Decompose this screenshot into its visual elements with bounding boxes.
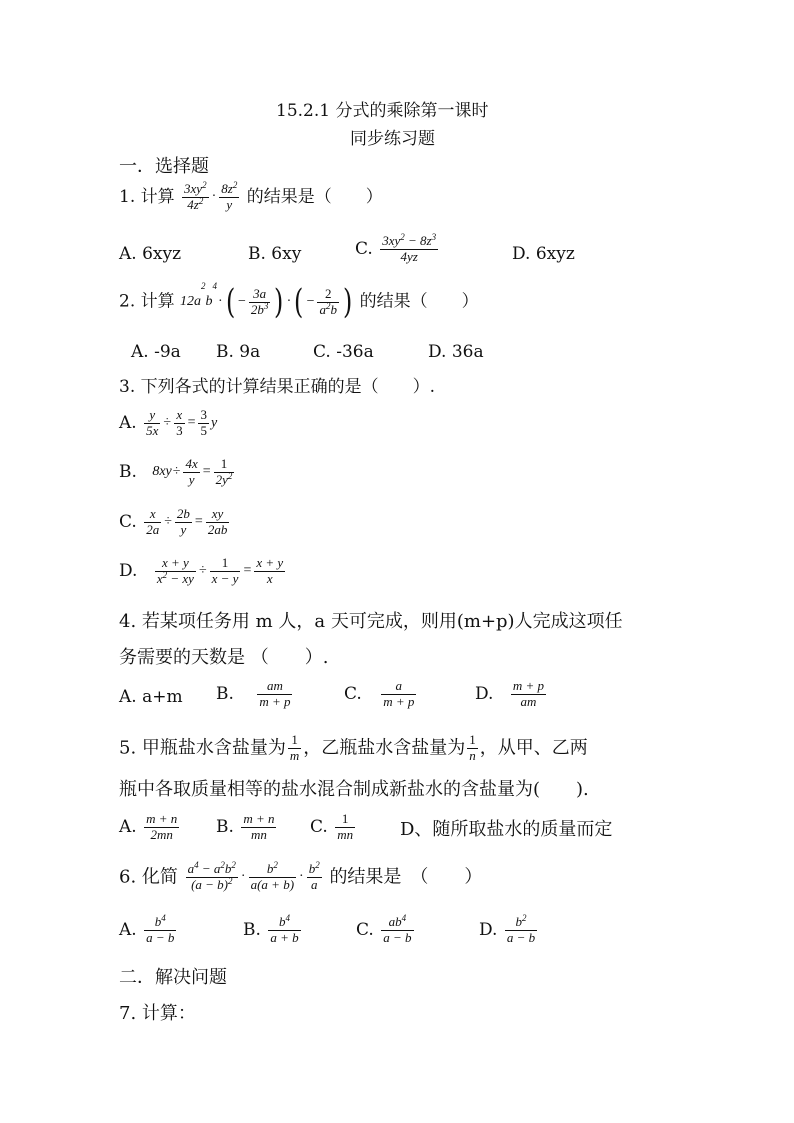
q1-option-c <box>355 234 440 265</box>
question-5-line-2: 瓶中各取质量相等的盐水混合制成新盐水的含盐量为( ). <box>119 779 589 800</box>
q6-option-c-label: C. <box>356 919 374 940</box>
q5-option-b-label: B. <box>216 816 234 837</box>
q3-option-d-label: D. <box>119 560 138 581</box>
question-1-tail: 的结果是（ ） <box>246 186 383 207</box>
question-4-line-2: 务需要的天数是 （ ）. <box>119 647 329 668</box>
q6-option-b: B. $\frac{b^4}{a + b}$ <box>243 913 299 945</box>
q4-option-c: C. $\frac{a}{m + p}$ <box>344 678 415 709</box>
section-heading-choice: 一．选择题 <box>119 156 209 177</box>
q4-option-d: D. $\frac{m + p}{am}$ <box>475 678 545 709</box>
q1-option-b: B. 6xy <box>248 244 302 264</box>
q5-option-d: D、随所取盐水的质量而定 <box>400 819 613 840</box>
q5-option-a-label: A. <box>119 816 137 837</box>
q3-option-b: B. 8xy÷ $\frac{4x}{y}$ = $\frac{1}{2y^2}$ <box>119 456 233 487</box>
question-1-label: 1. 计算 <box>119 186 175 207</box>
q3-option-a: A. $\frac{y}{5x}$ ÷ $\frac{x}{3}$ = $\frac{3}{5}$ y <box>119 407 218 438</box>
q4-option-b-label: B. <box>216 683 234 704</box>
q2-option-d: D. 36a <box>428 342 484 362</box>
q2-option-b: B. 9a <box>216 342 261 362</box>
question-2-coefficient: $12a^2b^4$ <box>180 280 218 309</box>
q4-option-b: B. $\frac{am}{m + p}$ <box>216 678 291 709</box>
question-1-fraction-2: $\frac{8z^2}{y}$ <box>221 180 238 212</box>
question-4-line-1: 4. 若某项任务用 m 人，a 天可完成，则用(m+p)人完成这项任 <box>119 611 623 632</box>
question-6: 6. 化简 $\frac{a^4 - a^2b^2}{(a - b)^2}$ · $\frac{b^2}{a(a + b)}$ · $\frac{b^2}{a}$ 的结果是 （ ） <box>119 860 483 892</box>
section-heading-solve: 二．解决问题 <box>119 967 227 988</box>
q1-option-d: D. 6xyz <box>512 244 575 264</box>
question-1-fraction-1: $\frac{3xy^2}{4z^2}$ <box>184 180 207 212</box>
q3-option-b-label: B. <box>119 461 137 482</box>
q4-option-d-label: D. <box>475 683 494 704</box>
q3-option-c: C. $\frac{x}{2a}$ ÷ $\frac{2b}{y}$ = $\frac{xy}{2ab}$ <box>119 506 228 537</box>
question-3-stem: 3. 下列各式的计算结果正确的是（ ）. <box>119 377 436 397</box>
q1-option-c-label: C. <box>355 238 373 259</box>
question-6-label: 6. 化简 <box>119 866 178 888</box>
q3-option-c-label: C. <box>119 511 137 532</box>
q6-option-d-label: D. <box>479 919 498 940</box>
q2-option-c: C. -36a <box>313 342 374 362</box>
q5-option-a: A. $\frac{m + n}{2mn}$ <box>119 811 178 842</box>
page-subtitle: 同步练习题 <box>350 129 435 149</box>
question-7-label: 7. 计算： <box>119 1003 196 1024</box>
question-1: 1. 计算 $\frac{3xy^2}{4z^2}$ · $\frac{8z^2}{y}$ 的结果是（ ） <box>119 180 383 212</box>
q4-option-c-label: C. <box>344 683 362 704</box>
q1-option-a: A. 6xyz <box>119 244 182 264</box>
page-title: 15.2.1 分式的乘除第一课时 <box>276 101 489 121</box>
q6-option-a-label: A. <box>119 919 137 940</box>
question-2-fraction-2: $\frac{2}{a^2b}$ <box>319 285 337 317</box>
question-2: 2. 计算 $12a^2b^4\cdot$( − $\frac{3a}{2b^3}$ ) ·( − $\frac{2}{a^2b}$ ) 的结果（ ） <box>119 280 479 322</box>
q3-option-a-label: A. <box>119 412 137 433</box>
q6-option-d: D. $\frac{b^2}{a - b}$ <box>479 913 536 945</box>
question-2-fraction-1: $\frac{3a}{2b^3}$ <box>250 285 269 317</box>
question-5-line-1: 5. 甲瓶盐水含盐量为 $\frac{1}{m}$ ，乙瓶盐水含盐量为 $\frac{1}{n}$ ，从甲、乙两 <box>119 732 588 763</box>
q5-option-c-label: C. <box>310 816 328 837</box>
question-2-label: 2. 计算 <box>119 291 175 312</box>
q4-option-a: A. a+m <box>119 687 183 707</box>
q3-option-d: D. $\frac{x + y}{x^2 - xy}$ ÷ $\frac{1}{x - y}$ = $\frac{x + y}{x}$ <box>119 555 284 586</box>
q6-option-b-label: B. <box>243 919 261 940</box>
q1-option-c-fraction: $\frac{3xy^2 - 8z^3}{4yz}$ <box>382 232 437 264</box>
q6-option-a: A. $\frac{b^4}{a - b}$ <box>119 913 175 945</box>
q2-option-a: A. -9a <box>131 342 181 362</box>
question-6-tail: 的结果是 （ ） <box>329 866 483 888</box>
q5-option-c: C. $\frac{1}{mn}$ <box>310 811 354 842</box>
q5-option-b: B. $\frac{m + n}{mn}$ <box>216 811 275 842</box>
q6-option-c: C. $\frac{ab^4}{a - b}$ <box>356 913 412 945</box>
question-2-tail: 的结果（ ） <box>359 291 479 312</box>
